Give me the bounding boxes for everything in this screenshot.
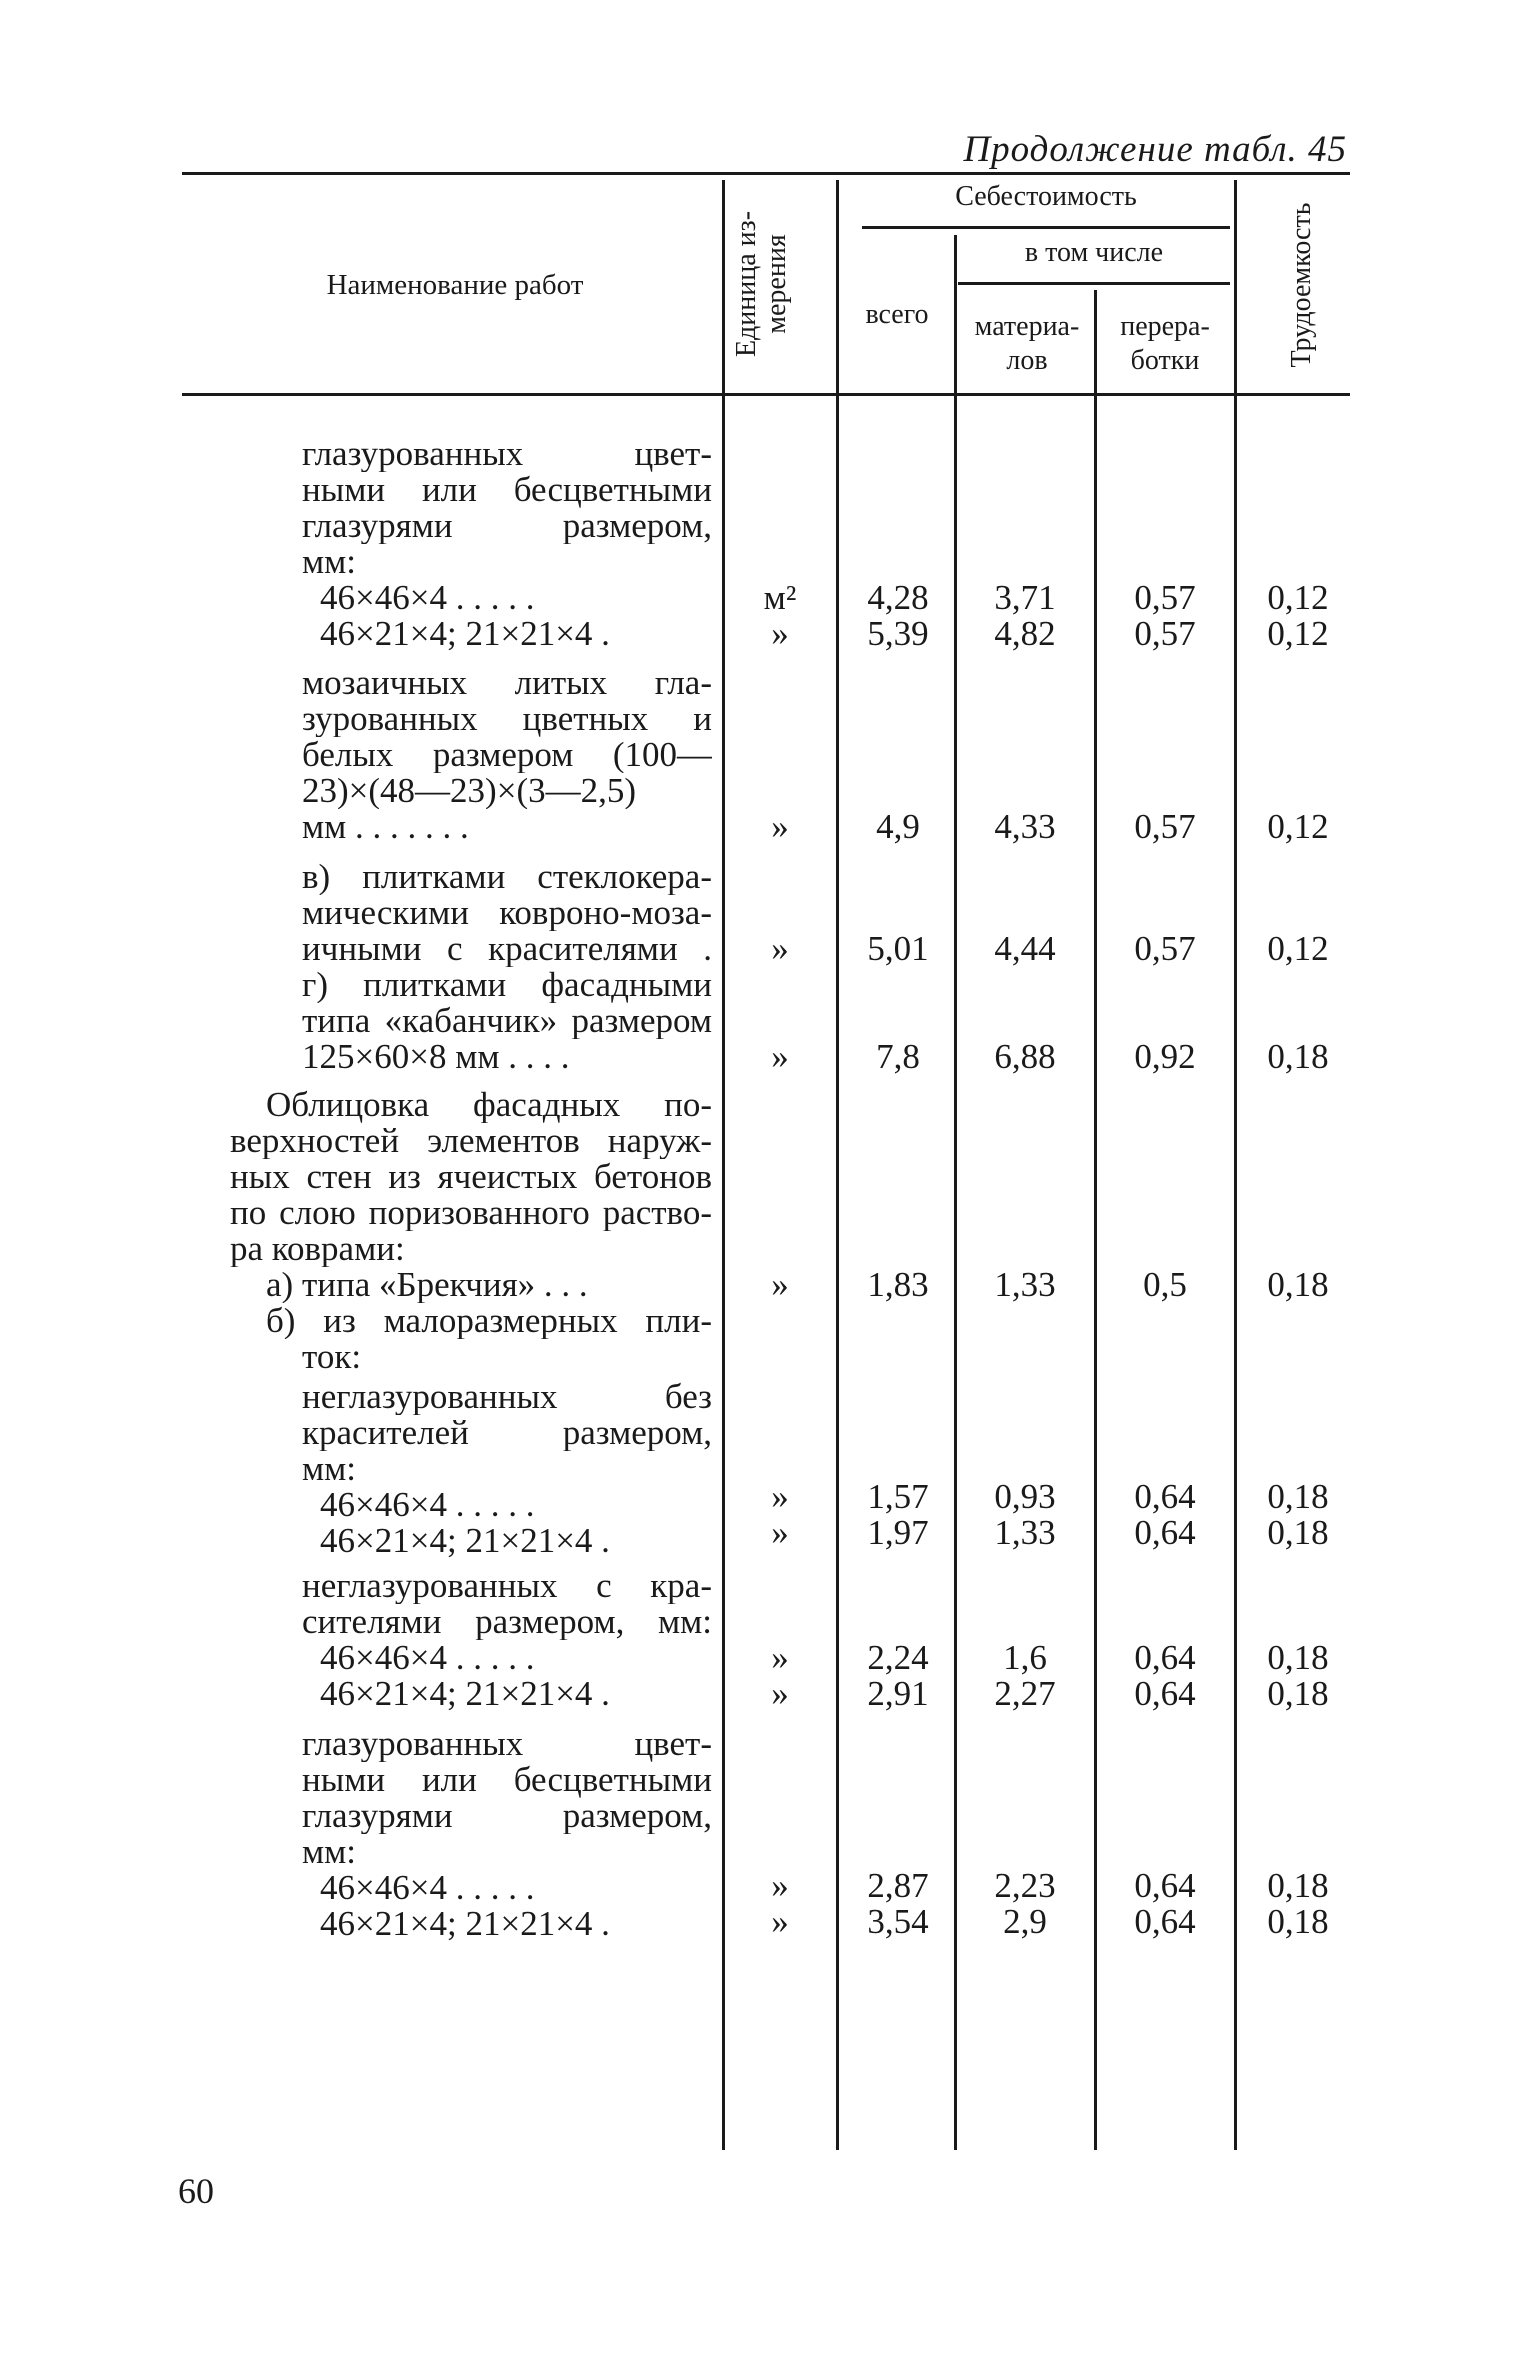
text-line: мозаичных литых гла- (302, 665, 712, 701)
text-line: мм: (302, 1451, 357, 1487)
text-line: 46×46×4 . . . . . (320, 580, 535, 616)
cell-labor: 0,18 (1267, 1477, 1329, 1516)
text-line: мм: (302, 1834, 357, 1870)
cell-materials: 6,88 (994, 1037, 1056, 1076)
text-line: мическими ковроно-моза- (302, 895, 712, 931)
cell-unit: » (771, 1674, 789, 1713)
text-line: ичными с красителями . (302, 931, 712, 967)
text-line: зурованных цветных и (302, 701, 712, 737)
cell-processing: 0,64 (1134, 1902, 1196, 1941)
cell-processing: 0,64 (1134, 1674, 1196, 1713)
text-line: глазурями размером, (302, 508, 712, 544)
cell-processing: 0,5 (1143, 1265, 1187, 1304)
cell-labor: 0,18 (1267, 1265, 1329, 1304)
text-line: ных стен из ячеистых бетонов (230, 1159, 712, 1195)
text-line: 46×21×4; 21×21×4 . (320, 1906, 610, 1942)
cell-materials: 2,23 (994, 1866, 1056, 1905)
text-line: ными или бесцветными (302, 1762, 712, 1798)
header-unit: Единица из- мерения (731, 210, 792, 358)
text-block-3 (302, 859, 712, 1075)
cell-total: 4,9 (876, 807, 920, 846)
text-block-7 (302, 1726, 712, 1942)
text-line: Облицовка фасадных по- (266, 1087, 712, 1123)
text-line: 46×46×4 . . . . . (320, 1870, 535, 1906)
table-top-rule (182, 172, 1350, 175)
text-line: верхностей элементов наруж- (230, 1123, 712, 1159)
cell-labor: 0,12 (1267, 807, 1329, 846)
header-processing: перера- ботки (1120, 311, 1210, 376)
text-line: в) плитками стеклокера- (302, 859, 712, 895)
table-caption: Продолжение табл. 45 (963, 129, 1347, 170)
cell-processing: 0,57 (1134, 578, 1196, 617)
table-header-bottom-rule (182, 393, 1350, 396)
text-line: по слою поризованного раство- (230, 1195, 712, 1231)
text-line: красителей размером, (302, 1415, 712, 1451)
col-divider-unit-right (836, 180, 839, 2150)
cell-unit: » (771, 1866, 789, 1905)
cell-total: 2,87 (867, 1866, 929, 1905)
text-line: неглазурованных без (302, 1379, 712, 1415)
header-labor: Трудоемкость (1286, 202, 1317, 368)
cell-unit: » (771, 614, 789, 653)
text-line: г) плитками фасадными (302, 967, 712, 1003)
text-line: глазурованных цвет- (302, 1726, 712, 1762)
cell-processing: 0,57 (1134, 929, 1196, 968)
col-divider-rep-right (1234, 180, 1237, 2150)
cell-materials: 3,71 (994, 578, 1056, 617)
cell-unit: » (771, 1265, 789, 1304)
cell-total: 3,54 (867, 1902, 929, 1941)
text-line: глазурованных цвет- (302, 436, 712, 472)
text-line: неглазурованных с кра- (302, 1568, 712, 1604)
text-line: 46×21×4; 21×21×4 . (320, 1523, 610, 1559)
header-total: всего (865, 299, 929, 330)
cell-materials: 1,33 (994, 1513, 1056, 1552)
text-line: сителями размером, мм: (302, 1604, 712, 1640)
text-line: 125×60×8 мм . . . . (302, 1039, 570, 1075)
cell-unit: м² (763, 578, 797, 617)
text-line: 46×46×4 . . . . . (320, 1640, 535, 1676)
cell-processing: 0,64 (1134, 1477, 1196, 1516)
text-line: б) из малоразмерных пли- (266, 1303, 712, 1339)
cell-labor: 0,18 (1267, 1902, 1329, 1941)
cell-materials: 1,33 (994, 1265, 1056, 1304)
text-line: ра коврами: (230, 1231, 405, 1267)
cell-total: 5,01 (867, 929, 929, 968)
text-line: типа «кабанчик» размером (302, 1003, 712, 1039)
cell-total: 2,91 (867, 1674, 929, 1713)
text-line: 46×46×4 . . . . . (320, 1487, 535, 1523)
cell-labor: 0,12 (1267, 578, 1329, 617)
cell-processing: 0,57 (1134, 807, 1196, 846)
header-incl: в том числе (1024, 237, 1164, 268)
col-divider-mat-right (1094, 290, 1097, 2150)
text-line: 23)×(48—23)×(3—2,5) (302, 773, 637, 809)
cell-materials: 1,6 (1003, 1638, 1047, 1677)
text-block-1 (302, 436, 712, 652)
cell-total: 2,24 (867, 1638, 929, 1677)
cell-unit: » (771, 807, 789, 846)
cell-materials: 0,93 (994, 1477, 1056, 1516)
cell-total: 7,8 (876, 1037, 920, 1076)
cell-unit: » (771, 1513, 789, 1552)
cell-labor: 0,18 (1267, 1638, 1329, 1677)
text-block-6 (302, 1568, 712, 1712)
cost-group-rule (862, 226, 1230, 229)
cell-materials: 4,33 (994, 807, 1056, 846)
cell-labor: 0,12 (1267, 929, 1329, 968)
text-line: глазурями размером, (302, 1798, 712, 1834)
cell-unit: » (771, 1477, 789, 1516)
cell-processing: 0,57 (1134, 614, 1196, 653)
cell-processing: 0,64 (1134, 1866, 1196, 1905)
cell-total: 5,39 (867, 614, 929, 653)
text-block-4 (230, 1087, 712, 1375)
text-line: 46×21×4; 21×21×4 . (320, 1676, 610, 1712)
cell-labor: 0,18 (1267, 1674, 1329, 1713)
text-line: а) типа «Брекчия» . . . (266, 1267, 588, 1303)
cell-unit: » (771, 929, 789, 968)
col-divider-unit-left (722, 180, 725, 2150)
text-line: мм . . . . . . . (302, 809, 469, 845)
cell-processing: 0,92 (1134, 1037, 1196, 1076)
cell-total: 1,57 (867, 1477, 929, 1516)
page-number: 60 (178, 2171, 214, 2211)
cell-unit: » (771, 1037, 789, 1076)
col-divider-total-right (954, 235, 957, 2150)
cell-total: 1,83 (867, 1265, 929, 1304)
incl-group-rule (958, 282, 1230, 285)
cell-labor: 0,12 (1267, 614, 1329, 653)
header-materials: материа- лов (974, 311, 1080, 376)
cell-materials: 4,82 (994, 614, 1056, 653)
text-block-5 (302, 1379, 712, 1559)
text-line: ток: (302, 1339, 362, 1375)
text-line: белых размером (100— (302, 737, 712, 773)
cell-processing: 0,64 (1134, 1513, 1196, 1552)
cell-total: 4,28 (867, 578, 929, 617)
text-line: ными или бесцветными (302, 472, 712, 508)
cell-materials: 2,27 (994, 1674, 1056, 1713)
cell-labor: 0,18 (1267, 1513, 1329, 1552)
cell-total: 1,97 (867, 1513, 929, 1552)
cell-materials: 4,44 (994, 929, 1056, 968)
cell-unit: » (771, 1902, 789, 1941)
cell-materials: 2,9 (1003, 1902, 1047, 1941)
cell-labor: 0,18 (1267, 1037, 1329, 1076)
text-line: мм: (302, 544, 357, 580)
header-name: Наименование работ (326, 269, 584, 301)
cell-unit: » (771, 1638, 789, 1677)
header-cost: Себестоимость (955, 181, 1137, 212)
text-line: 46×21×4; 21×21×4 . (320, 616, 610, 652)
cell-labor: 0,18 (1267, 1866, 1329, 1905)
cell-processing: 0,64 (1134, 1638, 1196, 1677)
text-block-2 (302, 665, 712, 845)
